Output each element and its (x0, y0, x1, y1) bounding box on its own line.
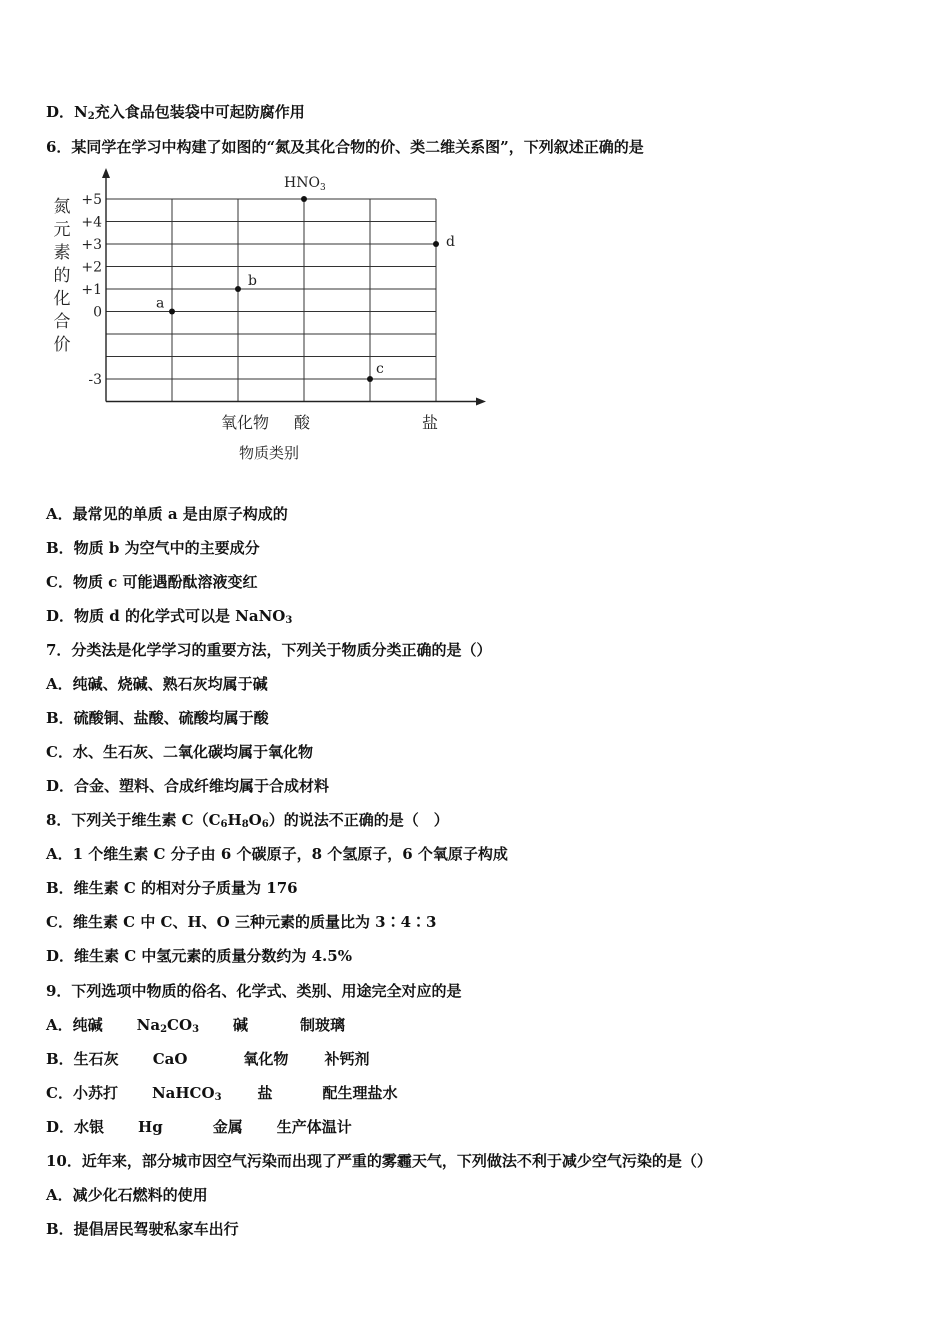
point-label-c: c (376, 361, 384, 377)
y-tick-label: +2 (81, 259, 102, 276)
chart-axes (102, 168, 486, 406)
q6-option-d: D．物质 d 的化学式可以是 NaNO$_3$ (46, 607, 293, 626)
point-label-d: d (446, 234, 455, 250)
y-tick-label: +4 (81, 214, 102, 231)
x-tick-labels (221, 413, 438, 432)
q9-stem: 9．下列选项中物质的俗名、化学式、类别、用途完全对应的是 (46, 982, 462, 1000)
q8-option-d: D．维生素 C 中氢元素的质量分数约为 4.5% (46, 947, 352, 965)
y-axis-label-char: 合 (53, 312, 71, 332)
q8-option-a: A．1 个维生素 C 分子由 6 个碳原子，8 个氢原子，6 个氧原子构成 (46, 845, 508, 863)
x-tick-label: 盐 (421, 413, 439, 432)
y-tick-label: +3 (81, 237, 102, 253)
y-tick-labels (81, 192, 102, 388)
q10-stem: 10．近年来，部分城市因空气污染而出现了严重的雾霾天气，下列做法不利于减少空气污染的是（） (46, 1152, 712, 1170)
point-d (433, 241, 439, 247)
y-axis-arrow (102, 168, 110, 178)
q7-option-a: A．纯碱、烧碱、熟石灰均属于碱 (46, 675, 268, 693)
q7-option-d: D．合金、塑料、合成纤维均属于合成材料 (46, 777, 330, 795)
y-axis-label-char: 元 (53, 220, 71, 240)
point-label-hno: $HNO_3$ (284, 175, 326, 193)
point-label-a: a (156, 295, 165, 312)
valence-category-chart (40, 160, 510, 470)
point-a (169, 309, 175, 315)
y-axis-label (54, 197, 71, 355)
y-axis-label-char: 氮 (53, 197, 71, 217)
y-tick-label: +1 (81, 282, 102, 298)
q7-stem: 7．分类法是化学学习的重要方法，下列关于物质分类正确的是（） (46, 641, 492, 659)
q9-option-a: A．纯碱 $Na_2CO_3$ 碱 制玻璃 (46, 1016, 346, 1035)
q6-option-b: B．物质 b 为空气中的主要成分 (46, 539, 260, 557)
q7-option-c: C．水、生石灰、二氧化碳均属于氧化物 (46, 743, 313, 761)
y-tick-label: 0 (93, 304, 102, 321)
q7-option-b: B．硫酸铜、盐酸、硫酸均属于酸 (46, 709, 269, 727)
y-axis-label-char: 化 (53, 289, 71, 309)
y-axis-label-char: 素 (53, 243, 71, 263)
point-b (235, 286, 241, 292)
x-tick-label: 氧化物 (220, 413, 270, 432)
y-tick-label: -3 (88, 372, 102, 388)
q9-option-d: D．水银 Hg 金属 生产体温计 (46, 1118, 352, 1136)
q10-option-b: B．提倡居民驾驶私家车出行 (46, 1220, 239, 1238)
x-axis-arrow (476, 398, 486, 406)
point-c (367, 376, 373, 382)
q6-option-a: A．最常见的单质 a 是由原子构成的 (46, 505, 288, 523)
q9-option-c: C．小苏打 NaHCO$_3$ 盐 配生理盐水 (46, 1084, 398, 1103)
q9-option-b: B．生石灰 CaO 氧化物 补钙剂 (46, 1050, 370, 1068)
x-axis-label: 物质类别 (238, 444, 300, 462)
q8-option-b: B．维生素 C 的相对分子质量为 176 (46, 879, 298, 897)
data-points (156, 175, 455, 382)
q6-stem: 6．某同学在学习中构建了如图的“氮及其化合物的价、类二维关系图”，下列叙述正确的是 (46, 138, 644, 156)
x-tick-label: 酸 (293, 413, 311, 432)
y-tick-label: +5 (81, 192, 102, 208)
point-hno (301, 196, 307, 202)
q10-option-a: A．减少化石燃料的使用 (46, 1186, 208, 1204)
y-axis-label-char: 价 (53, 335, 71, 355)
y-axis-label-char: 的 (53, 266, 71, 286)
q8-stem: 8．下列关于维生素 $C(C_6H_8O_6)$的说法不正确的是（ ） (46, 811, 449, 830)
q6-option-c: C．物质 c 可能遇酚酞溶液变红 (46, 573, 258, 591)
q5-option-d: D．$N_2$充入食品包装袋中可起防腐作用 (46, 103, 305, 122)
point-label-b: b (248, 273, 257, 289)
q8-option-c: C．维生素 C 中 C、H、O 三种元素的质量比为 3∶4∶3 (46, 913, 437, 931)
